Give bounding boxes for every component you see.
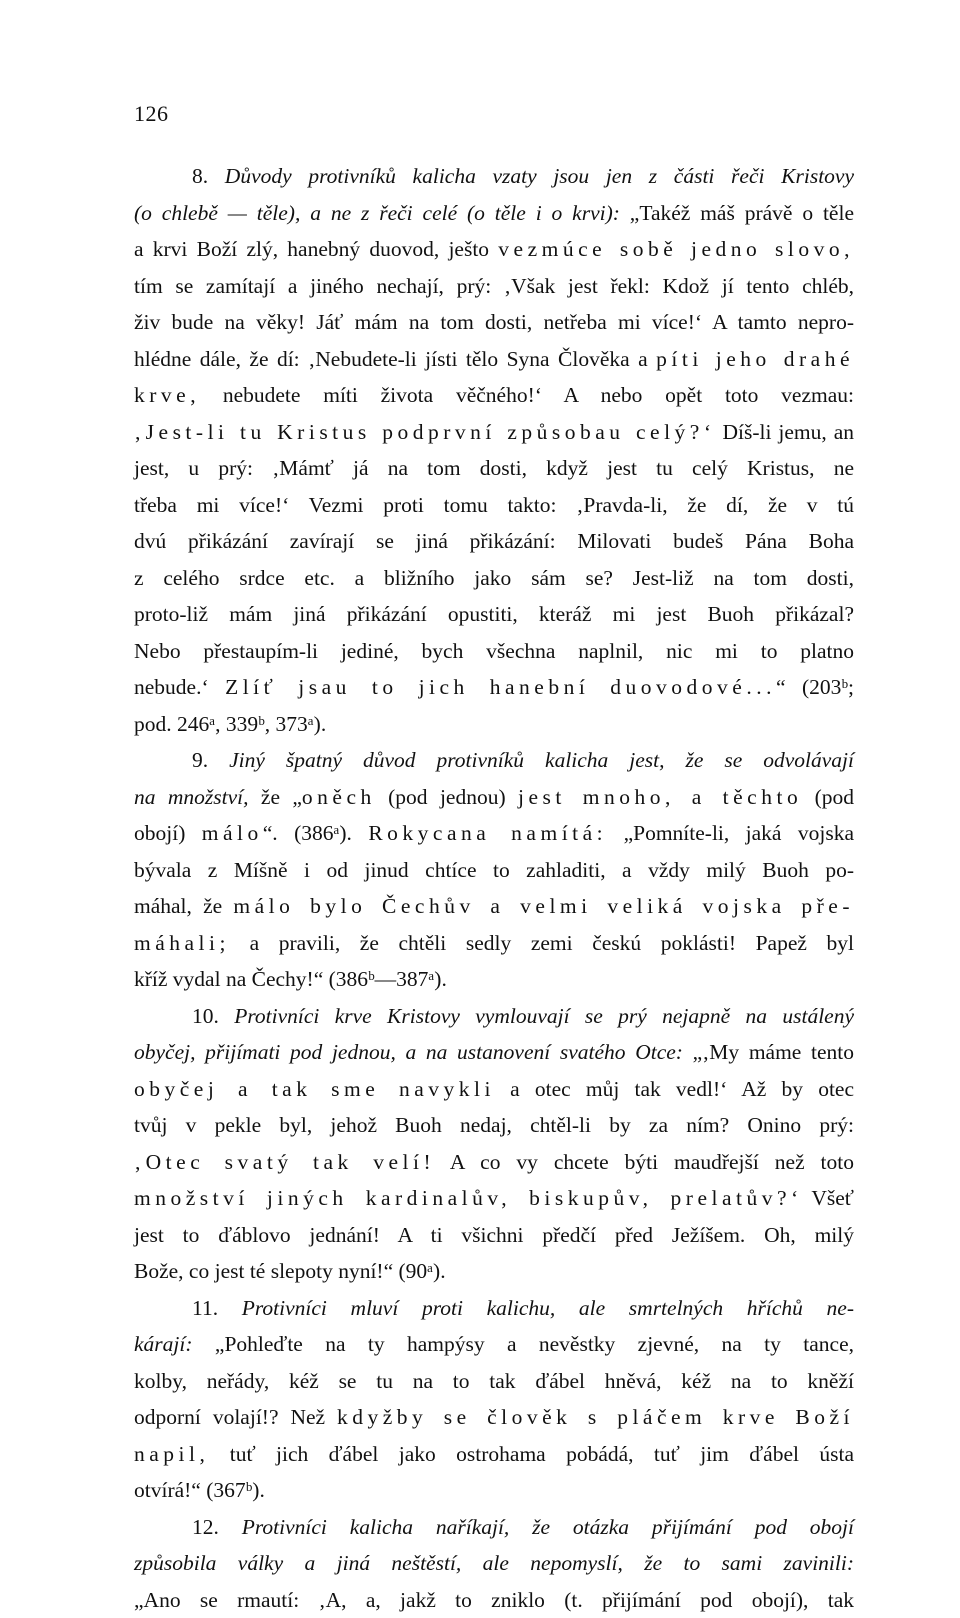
text-segment: “. (386ᵃ).: [263, 821, 369, 845]
text-segment: odporní volají!? Než: [134, 1405, 337, 1429]
text-line: [134, 450, 854, 487]
text-segment: proto-liž mám jiná přikázání opustiti, kteráž mi jest Buoh přikázal?: [134, 602, 854, 626]
text-segment: z celého srdce etc. a bližního jako sám se? Jest-liž na tom dosti,: [134, 566, 854, 590]
spaced-text: obyčej a tak sme navykli: [134, 1077, 495, 1101]
text-segment: 9.: [192, 748, 229, 772]
spaced-text: vezmúce sobě jedno slovo,: [498, 237, 854, 261]
italic-text: způsobila války a jiná neštěstí, ale nepomyslí, že to sami zavinili:: [134, 1551, 854, 1575]
spaced-text: oněch: [302, 785, 376, 809]
text-line: [134, 779, 854, 816]
italic-text: Protivníci kalicha naříkají, že otázka přijímání pod obojí: [242, 1515, 854, 1539]
text-line: [134, 1217, 854, 1254]
text-line: [134, 1363, 854, 1400]
text-line: [134, 706, 854, 743]
text-segment: nebude.‘: [134, 675, 225, 699]
text-segment: ‘ Všeť: [791, 1186, 854, 1210]
text-segment: třeba mi více!‘ Vezmi proti tomu takto: ‚Pravda-li, že dí, že v tú: [134, 493, 854, 517]
text-line: [134, 1472, 854, 1509]
text-segment: jest to ďáblovo jednání! A ti všichni předčí před Ježíšem. Oh, milý: [134, 1223, 854, 1247]
text-line: [134, 1034, 854, 1071]
text-line: [134, 1399, 854, 1436]
text-line: [134, 414, 854, 451]
text-segment: bývala z Míšně i od jinud chtíce to zahladiti, a vždy milý Buoh po-: [134, 858, 854, 882]
text-line: [134, 633, 854, 670]
text-segment: jest, u prý: ‚Mámť já na tom dosti, když jest tu celý Kristus, ne: [134, 456, 854, 480]
text-segment: hlédne dále, že dí: ‚Nebudete-li jísti tělo Syna Člověka a: [134, 347, 656, 371]
text-line: [134, 1436, 854, 1473]
text-segment: „Pomníte-li, jaká vojska: [607, 821, 854, 845]
spaced-text: krve,: [134, 383, 200, 407]
text-line: [134, 158, 854, 195]
spaced-text: píti jeho drahé: [656, 347, 854, 371]
text-line: [134, 1326, 854, 1363]
text-segment: tvůj v pekle byl, jehož Buoh nedaj, chtěl-li by za ním? Onino prý:: [134, 1113, 854, 1137]
text-segment: tím se zamítají a jiného nechají, prý: ‚Však jest řekl: Kdož jí tento chléb,: [134, 274, 854, 298]
text-segment: a krvi Boží zlý, hanebný duovod, ješto: [134, 237, 498, 261]
text-segment: otvírá!“ (367ᵇ).: [134, 1478, 265, 1502]
spaced-text: napil,: [134, 1442, 209, 1466]
text-segment: a otec můj tak vedl!‘ Až by otec: [495, 1077, 854, 1101]
spaced-text: Zlíť jsau to jich hanební duovodové...: [225, 675, 776, 699]
text-line: [134, 815, 854, 852]
text-segment: „Pohleďte na ty hampýsy a nevěstky zjevné, na ty tance,: [193, 1332, 854, 1356]
text-line: [134, 925, 854, 962]
text-line: [134, 304, 854, 341]
spaced-text: jest mnoho, a těchto: [518, 785, 802, 809]
italic-text: kárají:: [134, 1332, 193, 1356]
text-line: [134, 596, 854, 633]
text-line: [134, 341, 854, 378]
text-line: [134, 487, 854, 524]
italic-text: (o chlebě — těle), a ne z řeči celé (o těle i o krvi):: [134, 201, 620, 225]
spaced-text: množství jiných kardinalův, biskupův, prelatův?: [134, 1186, 791, 1210]
text-line: [134, 195, 854, 232]
text-line: [134, 377, 854, 414]
text-line: [134, 1545, 854, 1582]
text-line: [134, 1509, 854, 1546]
italic-text: Protivníci mluví proti kalichu, ale smrtelných hříchů ne-: [242, 1296, 854, 1320]
text-line: [134, 1144, 854, 1181]
text-line: [134, 1582, 854, 1618]
text-segment: „Ano se rmautí: ‚A, a, jakž to zniklo (t. přijímání pod obojí), tak: [134, 1588, 854, 1612]
text-line: [134, 998, 854, 1035]
text-line: [134, 1290, 854, 1327]
text-line: [134, 961, 854, 998]
text-segment: kříž vydal na Čechy!“ (386ᵇ—387ᵃ).: [134, 967, 447, 991]
text-segment: živ bude na věky! Jáť mám na tom dosti, netřeba mi více!‘ A tamto nepro-: [134, 310, 854, 334]
text-segment: nebudete míti života věčného!‘ A nebo opět toto vezmau:: [200, 383, 854, 407]
text-line: [134, 1071, 854, 1108]
italic-text: na množství,: [134, 785, 249, 809]
text-line: [134, 888, 854, 925]
spaced-text: málo: [202, 821, 263, 845]
text-segment: „‚My máme tento: [683, 1040, 854, 1064]
italic-text: Důvody protivníků kalicha vzaty jsou jen z části řeči Kristovy: [225, 164, 854, 188]
text-segment: že „: [249, 785, 302, 809]
spaced-text: ‚Jest-li tu Kristus podprvní způsobau celý?‘: [134, 420, 716, 444]
body-text: [134, 158, 854, 1618]
text-line: [134, 523, 854, 560]
text-segment: Nebo přestaupím-li jediné, bych všechna naplnil, nic mi to platno: [134, 639, 854, 663]
text-line: [134, 268, 854, 305]
spaced-text: kdyžby se člověk s pláčem krve Boží: [337, 1405, 854, 1429]
text-segment: A co vy chcete býti maudřejší než toto: [435, 1150, 854, 1174]
text-segment: „Takéž máš právě o těle: [620, 201, 854, 225]
text-segment: (pod: [802, 785, 854, 809]
text-segment: 12.: [192, 1515, 242, 1539]
text-line: [134, 231, 854, 268]
text-line: [134, 669, 854, 706]
text-line: [134, 742, 854, 779]
text-line: [134, 852, 854, 889]
text-segment: pod. 246ᵃ, 339ᵇ, 373ᵃ).: [134, 712, 326, 736]
text-segment: a pravili, že chtěli sedly zemi českú poklásti! Papež byl: [230, 931, 854, 955]
text-segment: kolby, neřády, kéž se tu na to tak ďábel hněvá, kéž na to kněží: [134, 1369, 854, 1393]
text-segment: “ (203ᵇ;: [776, 675, 854, 699]
text-segment: dvú přikázání zavírají se jiná přikázání: Milovati budeš Pána Boha: [134, 529, 854, 553]
italic-text: Protivníci krve Kristovy vymlouvají se prý nejapně na ustálený: [234, 1004, 854, 1028]
text-line: [134, 1180, 854, 1217]
text-segment: obojí): [134, 821, 202, 845]
spaced-text: Rokycana namítá:: [368, 821, 607, 845]
spaced-text: ‚Otec svatý tak velí!: [134, 1150, 435, 1174]
text-segment: 10.: [192, 1004, 234, 1028]
text-segment: 11.: [192, 1296, 242, 1320]
text-segment: Bože, co jest té slepoty nyní!“ (90ᵃ).: [134, 1259, 446, 1283]
text-line: [134, 1107, 854, 1144]
spaced-text: máhali;: [134, 931, 230, 955]
italic-text: Jiný špatný důvod protivníků kalicha jest, že se odvolávají: [229, 748, 854, 772]
text-line: [134, 1253, 854, 1290]
text-segment: máhal, že: [134, 894, 233, 918]
text-segment: Díš-li jemu, an: [716, 420, 855, 444]
text-segment: 8.: [192, 164, 225, 188]
italic-text: obyčej, přijímati pod jednou, a na ustanovení svatého Otce:: [134, 1040, 683, 1064]
spaced-text: málo bylo Čechův a velmi veliká vojska pře-: [233, 894, 854, 918]
text-line: [134, 560, 854, 597]
text-segment: (pod jednou): [376, 785, 518, 809]
page-number: 126: [134, 101, 169, 127]
text-segment: tuť jich ďábel jako ostrohama pobádá, tuť jim ďábel ústa: [209, 1442, 854, 1466]
